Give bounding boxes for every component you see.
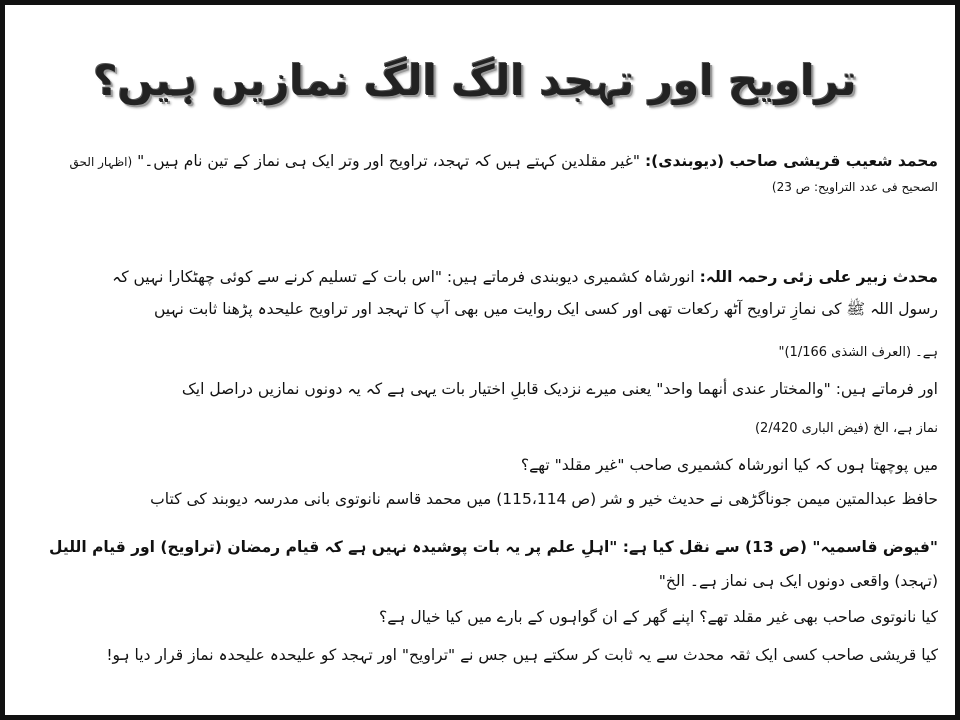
paragraph-1-line-2 (22, 176, 938, 199)
reference-page: الصحیح فی عدد التراویح: ص 23) (771, 180, 938, 194)
text-line-2: حافظ عبدالمتین میمن جوناگڑھی نے حدیث خیر و شر (ص 115،114) میں محمد قاسم نانوتوی بانی مدرسہ دیوبند کی کتاب (150, 490, 938, 508)
page-title: تراویح اور تہجد الگ الگ نمازیں ہیں؟ (93, 56, 857, 105)
paragraph-2-line-5: نماز ہے، الخ (فیض الباری 2/420) (754, 421, 938, 436)
paragraph-2-text-1: انورشاہ کشمیری دیوبندی فرماتے ہیں: "اس بات کے تسلیم کرنے سے کوئی چھٹکارا نہیں کہ (112, 268, 695, 286)
text-line-6: کیا قریشی صاحب کسی ایک ثقہ محدث سے یہ ثابت کر سکتے ہیں جس نے "تراویح" اور تہجد کو علیحدہ علیحدہ نماز قرار دیا ہو! (106, 646, 938, 664)
paragraph-1-line-1 (22, 148, 938, 175)
text-line-4: (تہجد) واقعی دونوں ایک ہی نماز ہے۔ الخ" (658, 572, 938, 590)
speaker-zubair-ali-zai: محدث زبیر علی زئی رحمہ اللہ: (699, 268, 938, 286)
text-line-5: کیا نانوتوی صاحب بھی غیر مقلد تھے؟ اپنے گھر کے ان گواہوں کے بارے میں کیا خیال ہے؟ (379, 608, 938, 626)
text-line-3: "فیوض قاسمیہ" (ص 13) سے نقل کیا ہے: "اہلِ علم پر یہ بات پوشیدہ نہیں ہے کہ قیام رمضان (تراویح) اور قیام اللیل (49, 538, 938, 556)
reference-izhar-ul-haq: (اظہار الحق (69, 155, 133, 169)
paragraph-2-line-4: اور فرماتے ہیں: "والمختار عندی أنهما واحد" یعنی میرے نزدیک قابلِ اختیار بات یہی ہے کہ یہ دونوں نمازیں دراصل ایک (181, 380, 938, 398)
speaker-qureshi: محمد شعیب قریشی صاحب (دیوبندی): (644, 152, 938, 170)
paragraph-2-line-3: ہے۔ (العرف الشذی 1/166)" (778, 345, 938, 360)
text-line-1: میں پوچھتا ہوں کہ کیا انورشاہ کشمیری صاحب "غیر مقلد" تھے؟ (520, 456, 938, 474)
paragraph-2-line-2: رسول اللہ ﷺ کی نمازِ تراویح آٹھ رکعات تھی اور کسی ایک روایت میں بھی آپ کا تہجد اور تراویح علیحدہ پڑھنا ثابت نہیں (153, 300, 938, 318)
quote-qureshi: "غیر مقلدین کہتے ہیں کہ تہجد، تراویح اور وتر ایک ہی نماز کے تین نام ہیں۔" (137, 152, 641, 170)
paragraph-2-line-1 (22, 264, 938, 290)
